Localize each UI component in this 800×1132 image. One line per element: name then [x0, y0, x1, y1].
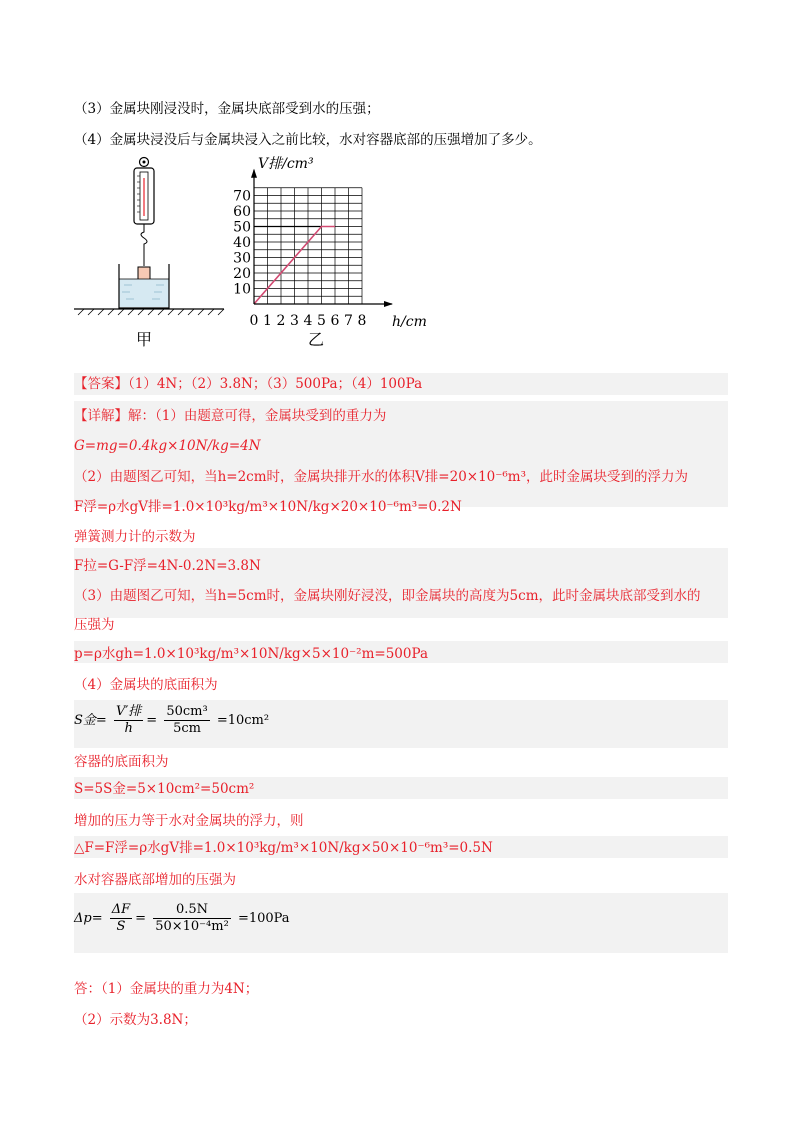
right-caption: 乙	[307, 330, 325, 349]
figure	[74, 152, 444, 356]
eq8-fraction-2	[153, 902, 231, 935]
eq8-mid-den: 50×10⁻⁴m²	[155, 919, 229, 934]
apparatus-diagram	[74, 158, 224, 350]
y-tick-label: 40	[233, 235, 251, 251]
pressure-increase-text: 水对容器底部增加的压强为	[74, 872, 236, 888]
x-tick-label: 7	[344, 313, 353, 329]
eq5-mid-den: 5cm	[173, 721, 201, 736]
question-3: （3）金属块刚浸没时，金属块底部受到水的压强；	[74, 101, 380, 117]
conclusion-1: 答：（1）金属块的重力为4N；	[74, 981, 259, 997]
y-tick-label: 50	[233, 219, 251, 236]
answer-text: （1）4N；（2）3.8N；（3）500Pa；（4）100Pa	[128, 376, 423, 392]
y-tick-label: 10	[233, 281, 251, 298]
y-tick-label: 70	[233, 188, 251, 205]
part4-text: （4）金属块的底面积为	[74, 677, 218, 693]
eq-delta-pressure: Δp= $\frac{\Delta F}{S}$ = $\frac{0.5N}{\text{50×10⁻⁴m²}}$ =100Pa	[74, 902, 290, 934]
eq8-mid-num: 0.5N	[153, 902, 231, 919]
detail-intro: 解：（1）由题意可得，金属块受到的重力为	[128, 408, 387, 424]
conclusion-2: （2）示数为3.8N；	[74, 1012, 197, 1028]
x-tick-label: 1	[263, 313, 272, 329]
y-tick-label: 30	[233, 250, 251, 267]
y-axis-arrow	[251, 169, 257, 178]
x-tick-label: 4	[303, 313, 313, 329]
eq5-mid-num: 50cm³	[166, 704, 208, 719]
x-tick-label: 3	[290, 313, 299, 329]
eq-delta-force: △F=F浮=ρ水gV排=1.0×10³kg/m³×10N/kg×50×10⁻⁶m³=0.5N	[74, 840, 493, 856]
eq-container-area: S=5S金=5×10cm²=50cm²	[74, 781, 255, 797]
eq8-rhs: =100Pa	[237, 911, 290, 926]
part3-text-a: （3）由题图乙可知，当h=5cm时，金属块刚好浸没，即金属块的高度为5cm，此时金属块底部受到水的	[74, 588, 701, 604]
force-text: 增加的压力等于水对金属块的浮力，则	[74, 813, 304, 829]
eq-gravity: G=mg=0.4kg×10N/kg=4N	[74, 438, 261, 454]
y-tick-labels	[233, 189, 251, 298]
spring-text: 弹簧测力计的示数为	[74, 529, 196, 545]
eq-pressure: p=ρ水gh=1.0×10³kg/m³×10N/kg×5×10⁻²m=500Pa	[74, 646, 428, 662]
figure-svg	[74, 152, 444, 352]
chart-axes	[251, 169, 393, 307]
eq5-rhs: =10cm²	[216, 713, 270, 728]
answer-line	[74, 374, 422, 394]
eq5-lhs: S金=	[74, 713, 107, 728]
answer-label: 【答案】	[74, 376, 128, 392]
eq5-den: h	[124, 721, 133, 736]
x-axis-label: h/cm	[392, 314, 427, 330]
eq5-fraction-1	[114, 704, 143, 737]
part3-text-b: 压强为	[74, 617, 115, 633]
x-tick-label: 8	[357, 313, 367, 329]
y-axis-label: V排/cm³	[258, 156, 314, 172]
eq-tension: F拉=G-F浮=4N-0.2N=3.8N	[74, 558, 261, 574]
eq5-fraction-2	[164, 704, 209, 737]
question-4: （4）金属块浸没后与金属块浸入之前比较，水对容器底部的压强增加了多少。	[74, 132, 542, 148]
x-tick-label: 0	[249, 313, 259, 329]
left-caption: 甲	[135, 330, 153, 349]
x-tick-labels	[250, 313, 367, 329]
part2-text: （2）由题图乙可知，当h=2cm时，金属块排开水的体积V排=20×10⁻⁶m³，此时金属块受到的浮力为	[74, 469, 689, 485]
chart	[233, 156, 427, 349]
eq-base-area: S金= $\frac{\text{V′排}}{h}$ = $\frac{\text{50cm³}}{5cm}$ =10cm²	[74, 704, 270, 736]
x-tick-label: 2	[276, 313, 286, 329]
eq8-fraction-1	[110, 902, 132, 935]
detail-label: 【详解】	[74, 408, 128, 424]
x-tick-label: 6	[330, 313, 340, 329]
detail-line	[74, 406, 386, 426]
y-tick-label: 20	[233, 266, 251, 282]
x-axis-arrow	[384, 301, 393, 307]
eq8-lhs: Δp=	[74, 911, 103, 926]
eq-buoyancy: F浮=ρ水gV排=1.0×10³kg/m³×10N/kg×20×10⁻⁶m³=0.2N	[74, 499, 462, 515]
container-text: 容器的底面积为	[74, 754, 169, 770]
eq8-den: S	[116, 919, 126, 934]
x-tick-label: 5	[317, 313, 326, 329]
eq5-num: V′排	[115, 704, 142, 719]
eq8-num: ΔF	[111, 902, 131, 917]
y-tick-label: 60	[233, 204, 251, 220]
